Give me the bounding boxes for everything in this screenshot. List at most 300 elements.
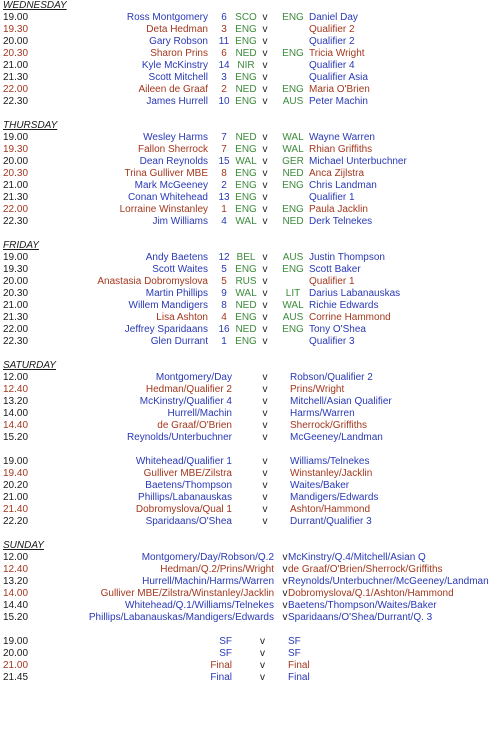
match-row xyxy=(3,288,500,300)
away-country: NED xyxy=(282,216,304,227)
friday-matches xyxy=(3,252,500,348)
match-row xyxy=(3,504,500,516)
match-time: 20.00 xyxy=(3,36,29,47)
match-time: 21.00 xyxy=(3,300,29,311)
left-pair: de Graaf/O'Brien xyxy=(157,420,232,431)
home-country: SCO xyxy=(235,12,257,23)
day-heading-sunday: SUNDAY xyxy=(3,540,44,551)
versus: v xyxy=(260,672,265,683)
left-pair: Sparidaans/O'Shea xyxy=(145,516,232,527)
home-player: Scott Waites xyxy=(152,264,208,275)
right-group: McKinstry/Q.4/Mitchell/Asian Q xyxy=(288,552,426,563)
seed: 3 xyxy=(221,72,227,83)
versus: v xyxy=(262,468,268,479)
home-player: Anastasia Dobromyslova xyxy=(97,276,208,287)
seed: 6 xyxy=(221,12,227,23)
left-group: Hedman/Q.2/Prins/Wright xyxy=(160,564,274,575)
day-heading-friday: FRIDAY xyxy=(3,240,39,251)
right-group: Reynolds/Unterbuchner/McGeeney/Landman xyxy=(288,576,489,587)
match-time: 19.40 xyxy=(3,468,29,479)
match-row xyxy=(3,456,500,468)
away-player: Qualifier 1 xyxy=(309,276,355,287)
home-country: ENG xyxy=(235,168,257,179)
versus: v xyxy=(262,336,268,347)
left-slot: Final xyxy=(210,660,232,671)
match-time: 19.30 xyxy=(3,264,29,275)
match-row xyxy=(3,96,500,108)
versus: v xyxy=(262,324,268,335)
versus: v xyxy=(262,504,268,515)
versus: v xyxy=(262,204,268,215)
home-player: Kyle McKinstry xyxy=(141,60,208,71)
home-player: James Hurrell xyxy=(146,96,208,107)
seed: 3 xyxy=(221,24,227,35)
away-country: WAL xyxy=(282,144,304,155)
match-row xyxy=(3,660,500,672)
right-slot: SF xyxy=(288,636,301,647)
match-row xyxy=(3,12,500,24)
match-time: 21.30 xyxy=(3,312,29,323)
home-country: WAL xyxy=(235,156,257,167)
versus: v xyxy=(262,168,268,179)
match-row xyxy=(3,564,500,576)
right-pair: McGeeney/Landman xyxy=(290,432,383,443)
left-pair: McKinstry/Qualifier 4 xyxy=(139,396,232,407)
home-country: WAL xyxy=(235,288,257,299)
seed: 2 xyxy=(221,84,227,95)
seed: 15 xyxy=(218,156,230,167)
match-row xyxy=(3,60,500,72)
home-country: ENG xyxy=(235,264,257,275)
match-time: 19.00 xyxy=(3,12,29,23)
match-row xyxy=(3,216,500,228)
day-heading-wednesday: WEDNESDAY xyxy=(3,0,67,11)
match-time: 20.00 xyxy=(3,648,29,659)
right-pair: Sherrock/Griffiths xyxy=(290,420,368,431)
versus: v xyxy=(262,156,268,167)
away-country: AUS xyxy=(282,96,304,107)
match-time: 13.20 xyxy=(3,396,29,407)
home-country: ENG xyxy=(235,204,257,215)
versus: v xyxy=(262,48,268,59)
away-player: Rhian Griffiths xyxy=(309,144,373,155)
match-time: 12.40 xyxy=(3,564,29,575)
match-row xyxy=(3,420,500,432)
versus: v xyxy=(282,588,288,599)
away-player: Tony O'Shea xyxy=(309,324,366,335)
home-country: ENG xyxy=(235,336,257,347)
right-group: Baetens/Thompson/Waites/Baker xyxy=(288,600,437,611)
left-pair: Baetens/Thompson xyxy=(145,480,232,491)
match-time: 19.30 xyxy=(3,144,29,155)
right-pair: Prins/Wright xyxy=(290,384,345,395)
home-player: Scott Mitchell xyxy=(148,72,208,83)
left-pair: Reynolds/Unterbuchner xyxy=(126,432,232,443)
versus: v xyxy=(282,564,288,575)
away-player: Scott Baker xyxy=(309,264,361,275)
away-country: GER xyxy=(282,156,304,167)
right-pair: Durrant/Qualifier 3 xyxy=(290,516,372,527)
versus: v xyxy=(262,192,268,203)
home-player: Sharon Prins xyxy=(150,48,208,59)
home-country: NED xyxy=(235,132,257,143)
match-row xyxy=(3,468,500,480)
match-time: 21.30 xyxy=(3,192,29,203)
match-row xyxy=(3,648,500,660)
versus: v xyxy=(282,576,288,587)
versus: v xyxy=(262,300,268,311)
away-country: LIT xyxy=(285,288,301,299)
home-country: WAL xyxy=(235,216,257,227)
away-country: AUS xyxy=(282,312,304,323)
match-time: 22.30 xyxy=(3,336,29,347)
match-time: 19.00 xyxy=(3,456,29,467)
versus: v xyxy=(282,552,288,563)
home-country: ENG xyxy=(235,312,257,323)
home-player: Fallon Sherrock xyxy=(137,144,208,155)
seed: 1 xyxy=(221,204,227,215)
away-country: ENG xyxy=(282,84,304,95)
match-row xyxy=(3,192,500,204)
away-country: ENG xyxy=(282,204,304,215)
versus: v xyxy=(262,456,268,467)
home-player: Martin Phillips xyxy=(145,288,208,299)
match-time: 21.00 xyxy=(3,660,29,671)
match-time: 15.20 xyxy=(3,612,29,623)
versus: v xyxy=(262,492,268,503)
versus: v xyxy=(262,396,268,407)
away-player: Paula Jacklin xyxy=(309,204,368,215)
away-player: Daniel Day xyxy=(309,12,358,23)
away-player: Peter Machin xyxy=(309,96,368,107)
home-country: ENG xyxy=(235,36,257,47)
versus: v xyxy=(262,36,268,47)
match-row xyxy=(3,84,500,96)
match-row xyxy=(3,168,500,180)
away-country: WAL xyxy=(282,300,304,311)
versus: v xyxy=(262,132,268,143)
versus: v xyxy=(262,72,268,83)
match-time: 19.00 xyxy=(3,636,29,647)
match-row xyxy=(3,48,500,60)
home-player: Gary Robson xyxy=(149,36,208,47)
seed: 7 xyxy=(221,144,227,155)
home-player: Jim Williams xyxy=(152,216,208,227)
home-country: ENG xyxy=(235,96,257,107)
away-player: Qualifier 3 xyxy=(309,336,355,347)
left-group: Montgomery/Day/Robson/Q.2 xyxy=(141,552,274,563)
right-pair: Robson/Qualifier 2 xyxy=(290,372,373,383)
left-pair: Whitehead/Qualifier 1 xyxy=(135,456,232,467)
versus: v xyxy=(262,480,268,491)
match-time: 21.00 xyxy=(3,492,29,503)
versus: v xyxy=(262,288,268,299)
match-row xyxy=(3,672,500,684)
match-row xyxy=(3,612,500,624)
match-row xyxy=(3,492,500,504)
match-time: 22.20 xyxy=(3,516,29,527)
home-player: Deta Hedman xyxy=(146,24,208,35)
seed: 13 xyxy=(218,192,230,203)
seed: 10 xyxy=(218,96,230,107)
seed: 12 xyxy=(218,252,230,263)
right-group: de Graaf/O'Brien/Sherrock/Griffiths xyxy=(288,564,443,575)
home-country: ENG xyxy=(235,72,257,83)
wednesday-matches xyxy=(3,12,500,108)
home-country: NED xyxy=(235,84,257,95)
away-player: Richie Edwards xyxy=(309,300,379,311)
match-time: 21.30 xyxy=(3,72,29,83)
away-country: ENG xyxy=(282,180,304,191)
left-pair: Gulliver MBE/Zilstra xyxy=(143,468,232,479)
right-slot: Final xyxy=(288,672,310,683)
match-time: 12.00 xyxy=(3,552,29,563)
versus: v xyxy=(262,312,268,323)
match-row xyxy=(3,312,500,324)
away-player: Qualifier 4 xyxy=(309,60,355,71)
right-pair: Williams/Telnekes xyxy=(290,456,370,467)
left-pair: Hurrell/Machin xyxy=(167,408,232,419)
versus: v xyxy=(260,636,265,647)
match-row xyxy=(3,252,500,264)
match-row xyxy=(3,636,500,648)
thursday-matches xyxy=(3,132,500,228)
away-player: Justin Thompson xyxy=(309,252,385,263)
versus: v xyxy=(262,60,268,71)
away-player: Chris Landman xyxy=(309,180,377,191)
match-time: 13.20 xyxy=(3,576,29,587)
away-player: Qualifier Asia xyxy=(309,72,368,83)
match-row xyxy=(3,276,500,288)
match-row xyxy=(3,396,500,408)
left-pair: Dobromyslova/Qual 1 xyxy=(135,504,232,515)
versus: v xyxy=(260,660,265,671)
away-player: Anca Zijlstra xyxy=(309,168,365,179)
match-time: 14.00 xyxy=(3,408,29,419)
match-time: 22.00 xyxy=(3,324,29,335)
home-player: Jeffrey Sparidaans xyxy=(124,324,208,335)
match-time: 14.00 xyxy=(3,588,29,599)
right-pair: Mandigers/Edwards xyxy=(290,492,379,503)
match-row xyxy=(3,588,500,600)
seed: 16 xyxy=(218,324,230,335)
match-time: 21.40 xyxy=(3,504,29,515)
day-heading-thursday: THURSDAY xyxy=(3,120,58,131)
away-country: ENG xyxy=(282,48,304,59)
home-player: Lisa Ashton xyxy=(156,312,208,323)
seed: 5 xyxy=(221,264,227,275)
home-country: NED xyxy=(235,300,257,311)
away-country: AUS xyxy=(282,252,304,263)
match-time: 12.00 xyxy=(3,372,29,383)
match-time: 20.30 xyxy=(3,288,29,299)
home-player: Dean Reynolds xyxy=(139,156,208,167)
seed: 8 xyxy=(221,168,227,179)
versus: v xyxy=(262,384,268,395)
away-player: Derk Telnekes xyxy=(309,216,373,227)
versus: v xyxy=(262,96,268,107)
right-pair: Winstanley/Jacklin xyxy=(290,468,373,479)
match-row xyxy=(3,300,500,312)
match-row xyxy=(3,384,500,396)
versus: v xyxy=(262,216,268,227)
match-row xyxy=(3,432,500,444)
home-player: Trina Gulliver MBE xyxy=(124,168,208,179)
home-player: Lorraine Winstanley xyxy=(119,204,208,215)
match-row xyxy=(3,516,500,528)
versus: v xyxy=(262,12,268,23)
match-row xyxy=(3,576,500,588)
match-row xyxy=(3,324,500,336)
versus: v xyxy=(282,612,288,623)
match-row xyxy=(3,144,500,156)
match-time: 22.00 xyxy=(3,84,29,95)
home-player: Aileen de Graaf xyxy=(138,84,208,95)
right-pair: Waites/Baker xyxy=(290,480,350,491)
seed: 6 xyxy=(221,48,227,59)
versus: v xyxy=(262,420,268,431)
versus: v xyxy=(282,600,288,611)
match-time: 22.30 xyxy=(3,216,29,227)
match-time: 20.20 xyxy=(3,480,29,491)
away-player: Qualifier 2 xyxy=(309,24,355,35)
match-time: 22.00 xyxy=(3,204,29,215)
seed: 5 xyxy=(221,276,227,287)
home-country: ENG xyxy=(235,180,257,191)
versus: v xyxy=(262,84,268,95)
match-time: 22.30 xyxy=(3,96,29,107)
left-slot: Final xyxy=(210,672,232,683)
match-time: 21.45 xyxy=(3,672,29,683)
seed: 14 xyxy=(218,60,230,71)
seed: 4 xyxy=(221,312,227,323)
seed: 11 xyxy=(218,36,230,47)
match-time: 20.00 xyxy=(3,156,29,167)
left-pair: Phillips/Labanauskas xyxy=(138,492,232,503)
match-time: 21.00 xyxy=(3,60,29,71)
match-time: 19.30 xyxy=(3,24,29,35)
seed: 2 xyxy=(221,180,227,191)
versus: v xyxy=(262,432,268,443)
away-player: Maria O'Brien xyxy=(309,84,370,95)
match-row xyxy=(3,156,500,168)
versus: v xyxy=(262,180,268,191)
match-row xyxy=(3,204,500,216)
away-player: Corrine Hammond xyxy=(309,312,391,323)
left-group: Hurrell/Machin/Harms/Warren xyxy=(142,576,274,587)
home-player: Conan Whitehead xyxy=(127,192,208,203)
versus: v xyxy=(260,648,265,659)
right-pair: Mitchell/Asian Qualifier xyxy=(290,396,392,407)
right-group: Dobromyslova/Q.1/Ashton/Hammond xyxy=(288,588,454,599)
left-group: Phillips/Labanauskas/Mandigers/Edwards xyxy=(88,612,274,623)
right-pair: Harms/Warren xyxy=(290,408,355,419)
versus: v xyxy=(262,264,268,275)
home-player: Wesley Harms xyxy=(143,132,208,143)
match-time: 12.40 xyxy=(3,384,29,395)
away-country: NED xyxy=(282,168,304,179)
match-row xyxy=(3,408,500,420)
home-country: NED xyxy=(235,48,257,59)
away-player: Tricia Wright xyxy=(309,48,365,59)
home-player: Glen Durrant xyxy=(150,336,208,347)
home-country: ENG xyxy=(235,24,257,35)
match-row xyxy=(3,600,500,612)
versus: v xyxy=(262,144,268,155)
match-time: 14.40 xyxy=(3,600,29,611)
left-pair: Hedman/Qualifier 2 xyxy=(145,384,232,395)
match-row xyxy=(3,372,500,384)
match-time: 20.30 xyxy=(3,48,29,59)
seed: 4 xyxy=(221,216,227,227)
day-heading-saturday: SATURDAY xyxy=(3,360,56,371)
seed: 9 xyxy=(221,288,227,299)
sunday-afternoon-matches xyxy=(3,552,500,624)
away-player: Qualifier 2 xyxy=(309,36,355,47)
away-player: Michael Unterbuchner xyxy=(309,156,407,167)
match-row xyxy=(3,36,500,48)
match-time: 19.00 xyxy=(3,252,29,263)
left-slot: SF xyxy=(219,636,232,647)
versus: v xyxy=(262,24,268,35)
away-country: WAL xyxy=(282,132,304,143)
match-row xyxy=(3,480,500,492)
right-pair: Ashton/Hammond xyxy=(290,504,371,515)
match-time: 15.20 xyxy=(3,432,29,443)
match-time: 20.30 xyxy=(3,168,29,179)
home-country: RUS xyxy=(235,276,257,287)
versus: v xyxy=(262,252,268,263)
away-player: Darius Labanauskas xyxy=(309,288,401,299)
away-country: ENG xyxy=(282,264,304,275)
match-time: 14.40 xyxy=(3,420,29,431)
match-row xyxy=(3,552,500,564)
versus: v xyxy=(262,276,268,287)
match-time: 19.00 xyxy=(3,132,29,143)
match-time: 21.00 xyxy=(3,180,29,191)
seed: 8 xyxy=(221,300,227,311)
sunday-evening-matches xyxy=(3,636,500,684)
away-country: ENG xyxy=(282,12,304,23)
home-country: NIR xyxy=(237,60,255,71)
match-row xyxy=(3,24,500,36)
match-row xyxy=(3,180,500,192)
away-player: Qualifier 1 xyxy=(309,192,355,203)
home-country: BEL xyxy=(236,252,256,263)
home-country: ENG xyxy=(235,144,257,155)
left-pair: Montgomery/Day xyxy=(155,372,232,383)
home-player: Mark McGeeney xyxy=(134,180,208,191)
home-player: Andy Baetens xyxy=(145,252,208,263)
left-group: Gulliver MBE/Zilstra/Winstanley/Jacklin xyxy=(100,588,274,599)
match-time: 20.00 xyxy=(3,276,29,287)
home-country: NED xyxy=(235,324,257,335)
versus: v xyxy=(262,372,268,383)
match-row xyxy=(3,72,500,84)
match-row xyxy=(3,336,500,348)
right-slot: SF xyxy=(288,648,301,659)
away-country: ENG xyxy=(282,324,304,335)
home-player: Willem Mandigers xyxy=(128,300,208,311)
left-slot: SF xyxy=(219,648,232,659)
seed: 1 xyxy=(221,336,227,347)
seed: 7 xyxy=(221,132,227,143)
saturday-evening-matches xyxy=(3,456,500,528)
home-player: Ross Montgomery xyxy=(126,12,208,23)
versus: v xyxy=(262,408,268,419)
saturday-afternoon-matches xyxy=(3,372,500,444)
versus: v xyxy=(262,516,268,527)
